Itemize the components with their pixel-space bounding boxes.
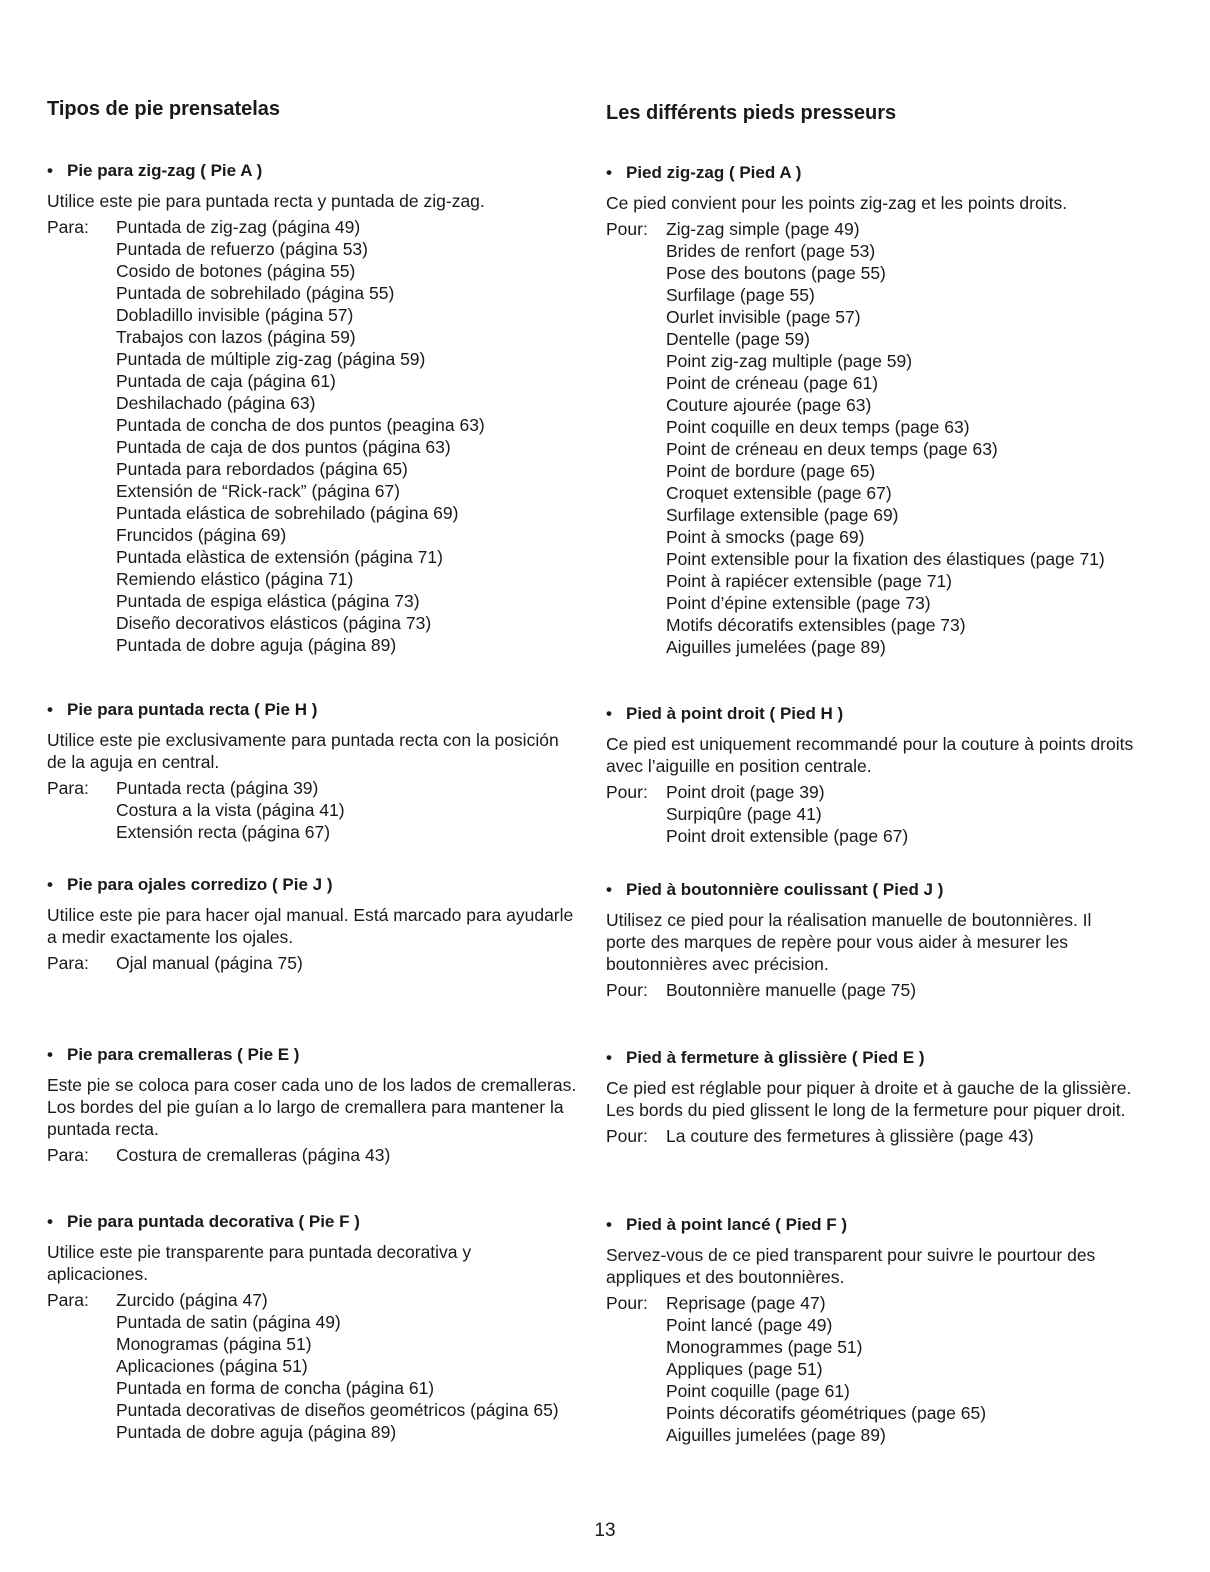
usage-item: Point d’épine extensible (page 73) — [666, 593, 931, 613]
usage-item: Puntada en forma de concha (página 61) — [116, 1378, 435, 1398]
section-heading-text: Pie para puntada recta ( Pie H ) — [67, 700, 318, 719]
usage-item: Monogramas (página 51) — [116, 1334, 312, 1354]
usage-items — [666, 1125, 1034, 1147]
usage-items — [116, 216, 485, 656]
french-section-foot-a — [606, 162, 1136, 658]
usage-label: Para: — [47, 953, 89, 973]
usage-label: Pour: — [606, 1126, 648, 1146]
section-description: Utilice este pie para puntada recta y puntada de zig-zag. — [47, 191, 485, 211]
section-description: Servez-vous de ce pied transparent pour suivre le pourtour des appliques et des boutonnières. — [606, 1245, 1096, 1287]
usage-item: La couture des fermetures à glissière (page 43) — [666, 1126, 1034, 1146]
usage-item: Puntada de sobrehilado (página 55) — [116, 283, 395, 303]
section-description: Utilice este pie para hacer ojal manual. Está marcado para ayudarle a medir exactamente los ojales. — [47, 905, 574, 947]
bullet-icon: • — [606, 1048, 612, 1067]
usage-item: Point coquille en deux temps (page 63) — [666, 417, 970, 437]
section-heading-text: Pied zig-zag ( Pied A ) — [626, 163, 802, 182]
usage-label: Para: — [47, 1290, 89, 1310]
usage-item: Puntada recta (página 39) — [116, 778, 319, 798]
section-description: Utilice este pie exclusivamente para puntada recta con la posición de la aguja en central. — [47, 730, 559, 772]
usage-item: Point droit extensible (page 67) — [666, 826, 909, 846]
usage-item: Costura a la vista (página 41) — [116, 800, 345, 820]
page-number: 13 — [594, 1520, 616, 1541]
section-heading-text: Pied à point droit ( Pied H ) — [626, 704, 844, 723]
section-description: Ce pied est réglable pour piquer à droite et à gauche de la glissière. Les bords du pied glissent le long de la fermeture pour piquer droit. — [606, 1078, 1132, 1120]
usage-label: Pour: — [606, 1293, 648, 1313]
usage-item: Aiguilles jumelées (page 89) — [666, 1425, 886, 1445]
section-heading-text: Pied à boutonnière coulissant ( Pied J ) — [626, 880, 944, 899]
usage-item: Point coquille (page 61) — [666, 1381, 850, 1401]
usage-item: Puntada de múltiple zig-zag (página 59) — [116, 349, 426, 369]
section-description: Utilisez ce pied pour la réalisation manuelle de boutonnières. Il porte des marques de repère pour vous aider à mesurer les boutonnières avec précision. — [606, 910, 1092, 974]
section-heading-text: Pie para zig-zag ( Pie A ) — [67, 161, 263, 180]
spanish-section-foot-h — [47, 699, 577, 843]
usage-item: Couture ajourée (page 63) — [666, 395, 872, 415]
usage-item: Puntada de caja (página 61) — [116, 371, 336, 391]
section-heading-text: Pie para puntada decorativa ( Pie F ) — [67, 1212, 360, 1231]
usage-item: Dentelle (page 59) — [666, 329, 810, 349]
usage-item: Puntada para rebordados (página 65) — [116, 459, 408, 479]
usage-label: Pour: — [606, 219, 648, 239]
usage-item: Diseño decorativos elásticos (página 73) — [116, 613, 432, 633]
usage-label: Para: — [47, 217, 89, 237]
usage-item: Puntada de dobre aguja (página 89) — [116, 1422, 397, 1442]
usage-list — [47, 1289, 577, 1443]
section-heading-text: Pie para cremalleras ( Pie E ) — [67, 1045, 300, 1064]
usage-items — [116, 1144, 390, 1166]
section-heading-text: Pied à fermeture à glissière ( Pied E ) — [626, 1048, 925, 1067]
section-heading — [47, 1044, 577, 1066]
section-heading — [47, 1211, 577, 1233]
usage-item: Puntada de dobre aguja (página 89) — [116, 635, 397, 655]
usage-label: Para: — [47, 778, 89, 798]
bullet-icon: • — [47, 700, 53, 719]
section-heading — [47, 874, 577, 896]
section-heading — [47, 160, 577, 182]
spanish-section-foot-e — [47, 1044, 577, 1166]
usage-item: Cosido de botones (página 55) — [116, 261, 356, 281]
spanish-section-foot-a — [47, 160, 577, 656]
usage-item: Puntada de espiga elástica (página 73) — [116, 591, 420, 611]
usage-item: Surpiqûre (page 41) — [666, 804, 822, 824]
french-section-foot-e — [606, 1047, 1136, 1147]
usage-item: Boutonnière manuelle (page 75) — [666, 980, 917, 1000]
usage-items — [116, 1289, 559, 1443]
usage-item: Points décoratifs géométriques (page 65) — [666, 1403, 987, 1423]
section-heading-text: Pie para ojales corredizo ( Pie J ) — [67, 875, 333, 894]
french-section-foot-h — [606, 703, 1136, 847]
usage-item: Ourlet invisible (page 57) — [666, 307, 861, 327]
usage-item: Reprisage (page 47) — [666, 1293, 826, 1313]
usage-list — [606, 1292, 1136, 1446]
section-description: Ce pied convient pour les points zig-zag et les points droits. — [606, 193, 1068, 213]
usage-item: Point lancé (page 49) — [666, 1315, 833, 1335]
usage-item: Puntada de zig-zag (página 49) — [116, 217, 361, 237]
section-heading-text: Pied à point lancé ( Pied F ) — [626, 1215, 848, 1234]
spanish-section-foot-f — [47, 1211, 577, 1443]
usage-item: Motifs décoratifs extensibles (page 73) — [666, 615, 966, 635]
spanish-title: Tipos de pie prensatelas — [47, 98, 281, 120]
usage-label: Pour: — [606, 782, 648, 802]
usage-item: Puntada de satin (página 49) — [116, 1312, 341, 1332]
section-heading — [47, 699, 577, 721]
section-heading — [606, 703, 1136, 725]
usage-label: Pour: — [606, 980, 648, 1000]
bullet-icon: • — [606, 163, 612, 182]
usage-item: Point à rapiécer extensible (page 71) — [666, 571, 953, 591]
usage-label: Para: — [47, 1145, 89, 1165]
bullet-icon: • — [47, 875, 53, 894]
usage-item: Surfilage (page 55) — [666, 285, 815, 305]
usage-item: Aiguilles jumelées (page 89) — [666, 637, 886, 657]
usage-list — [606, 979, 1136, 1001]
usage-item: Surfilage extensible (page 69) — [666, 505, 899, 525]
bullet-icon: • — [47, 1045, 53, 1064]
usage-item: Point de bordure (page 65) — [666, 461, 876, 481]
usage-item: Point zig-zag multiple (page 59) — [666, 351, 913, 371]
usage-item: Puntada de refuerzo (página 53) — [116, 239, 368, 259]
bullet-icon: • — [606, 880, 612, 899]
french-title: Les différents pieds presseurs — [606, 102, 897, 124]
usage-item: Pose des boutons (page 55) — [666, 263, 886, 283]
usage-item: Zurcido (página 47) — [116, 1290, 268, 1310]
usage-items — [666, 218, 1105, 658]
usage-item: Dobladillo invisible (página 57) — [116, 305, 354, 325]
usage-item: Extensión de “Rick-rack” (página 67) — [116, 481, 401, 501]
french-section-foot-j — [606, 879, 1136, 1001]
section-heading — [606, 879, 1136, 901]
usage-item: Puntada decorativas de diseños geométricos (página 65) — [116, 1400, 559, 1420]
usage-item: Puntada elástica de sobrehilado (página 69) — [116, 503, 459, 523]
usage-item: Deshilachado (página 63) — [116, 393, 316, 413]
usage-item: Extensión recta (página 67) — [116, 822, 331, 842]
usage-item: Trabajos con lazos (página 59) — [116, 327, 356, 347]
usage-item: Point de créneau en deux temps (page 63) — [666, 439, 998, 459]
usage-item: Appliques (page 51) — [666, 1359, 823, 1379]
usage-item: Monogrammes (page 51) — [666, 1337, 863, 1357]
usage-list — [47, 777, 577, 843]
usage-items — [666, 979, 916, 1001]
section-description: Utilice este pie transparente para puntada decorativa y aplicaciones. — [47, 1242, 472, 1284]
bullet-icon: • — [606, 704, 612, 723]
usage-item: Costura de cremalleras (página 43) — [116, 1145, 391, 1165]
usage-list — [47, 1144, 577, 1166]
usage-item: Croquet extensible (page 67) — [666, 483, 892, 503]
usage-item: Zig-zag simple (page 49) — [666, 219, 860, 239]
usage-list — [606, 1125, 1136, 1147]
usage-items — [666, 1292, 986, 1446]
usage-item: Puntada de caja de dos puntos (página 63) — [116, 437, 451, 457]
bullet-icon: • — [47, 1212, 53, 1231]
section-heading — [606, 162, 1136, 184]
bullet-icon: • — [606, 1215, 612, 1234]
usage-items — [116, 952, 303, 974]
spanish-section-foot-j — [47, 874, 577, 974]
section-heading — [606, 1214, 1136, 1236]
french-section-foot-f — [606, 1214, 1136, 1446]
usage-item: Aplicaciones (página 51) — [116, 1356, 308, 1376]
usage-item: Ojal manual (página 75) — [116, 953, 303, 973]
usage-list — [47, 216, 577, 656]
usage-item: Point droit (page 39) — [666, 782, 825, 802]
section-description: Este pie se coloca para coser cada uno de los lados de cremalleras. Los bordes del pie guían a lo largo de cremallera para mantener la puntada recta. — [47, 1075, 577, 1139]
usage-item: Puntada de concha de dos puntos (peagina 63) — [116, 415, 485, 435]
usage-list — [606, 218, 1136, 658]
usage-item: Remiendo elástico (página 71) — [116, 569, 354, 589]
section-description: Ce pied est uniquement recommandé pour la couture à points droits avec l’aiguille en position centrale. — [606, 734, 1134, 776]
bullet-icon: • — [47, 161, 53, 180]
usage-item: Fruncidos (página 69) — [116, 525, 287, 545]
usage-list — [606, 781, 1136, 847]
usage-item: Point à smocks (page 69) — [666, 527, 865, 547]
usage-list — [47, 952, 577, 974]
usage-item: Point extensible pour la fixation des élastiques (page 71) — [666, 549, 1105, 569]
usage-items — [116, 777, 345, 843]
usage-items — [666, 781, 908, 847]
usage-item: Brides de renfort (page 53) — [666, 241, 876, 261]
section-heading — [606, 1047, 1136, 1069]
usage-item: Puntada elàstica de extensión (página 71) — [116, 547, 443, 567]
usage-item: Point de créneau (page 61) — [666, 373, 879, 393]
